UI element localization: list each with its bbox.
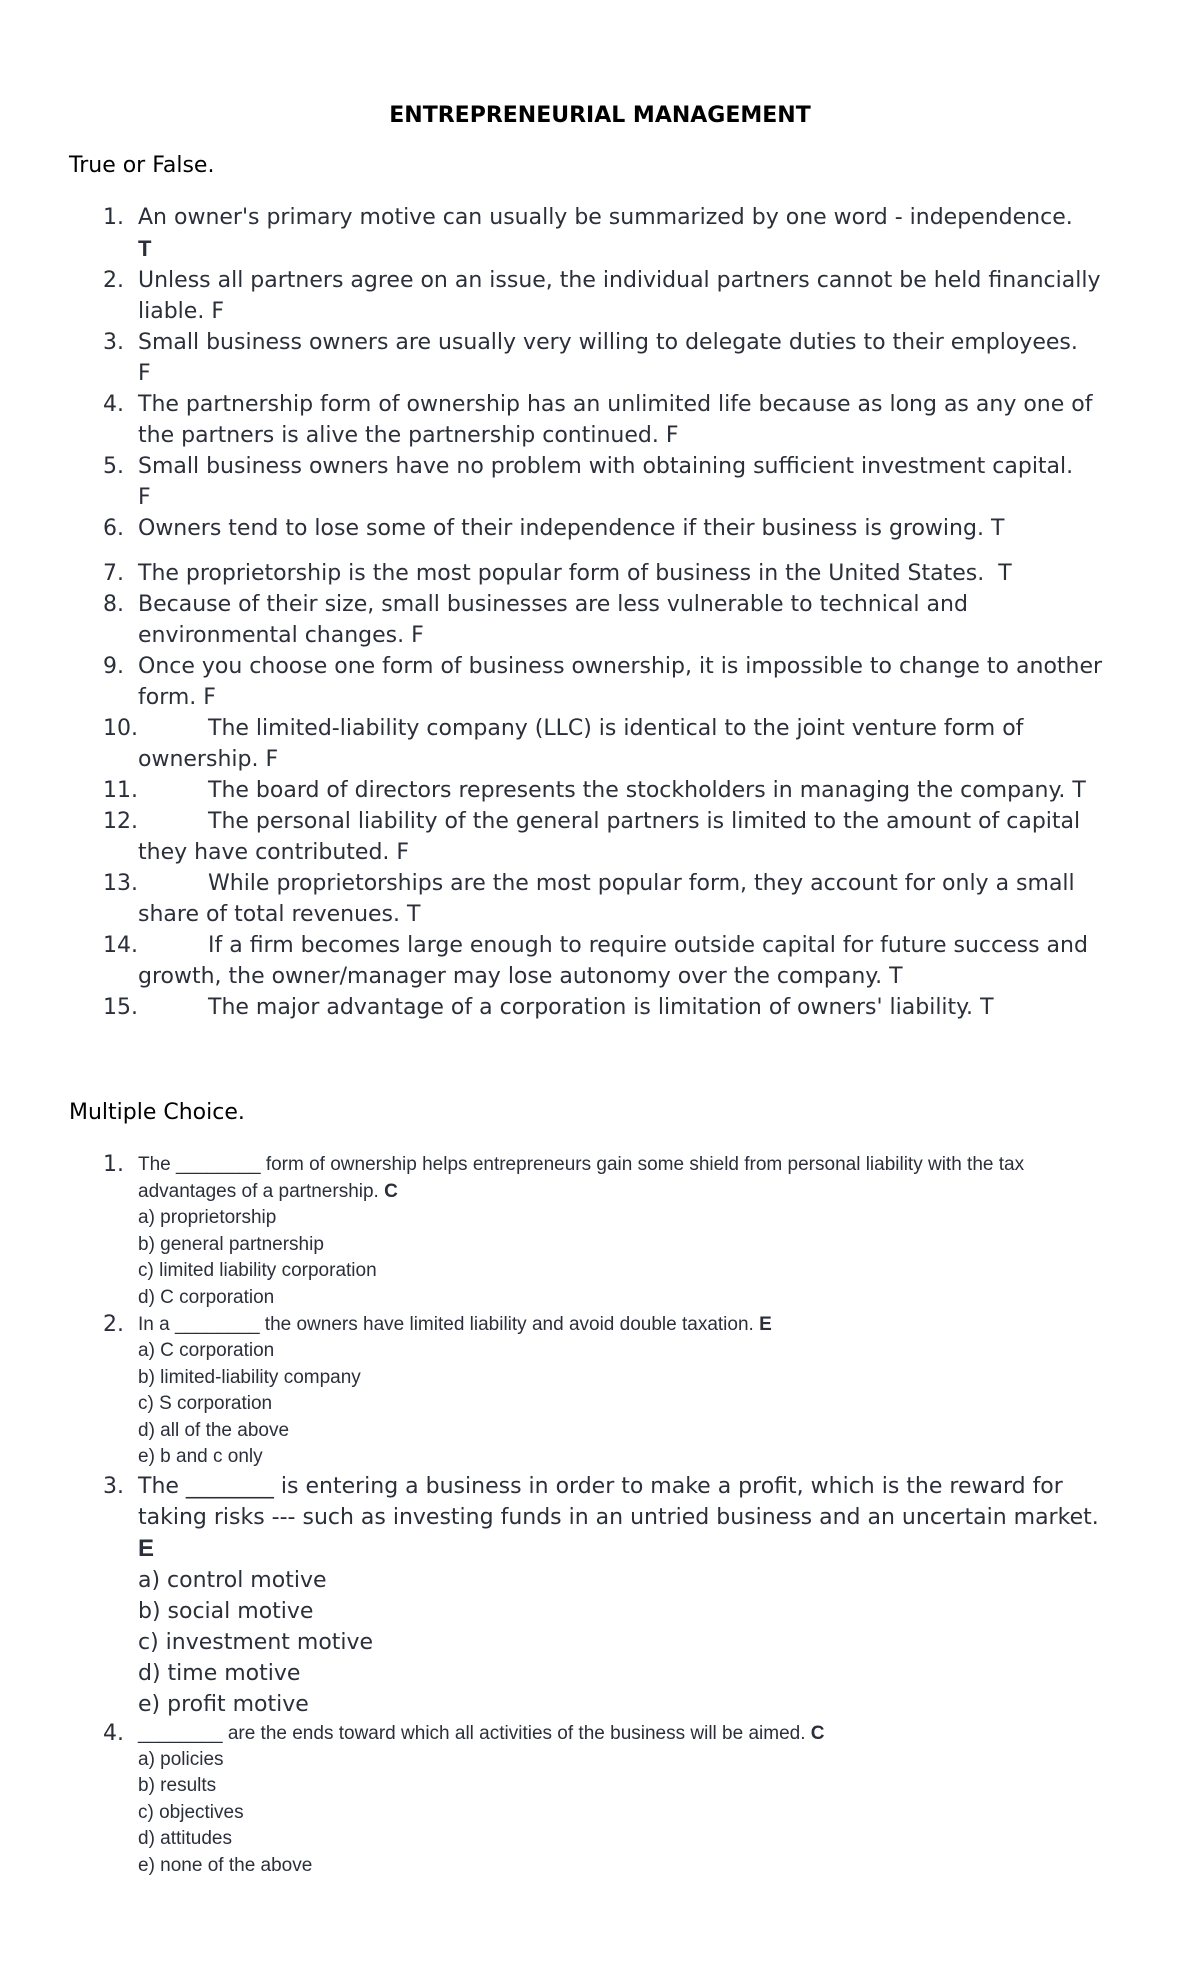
tf-item-text: While proprietorships are the most popular form, they account for only a small share of total revenues. T — [138, 871, 1075, 927]
tf-item-text: Small business owners are usually very willing to delegate duties to their employees. F — [138, 330, 1078, 386]
tf-answer: T — [138, 236, 152, 261]
tf-item-number: 14. — [103, 933, 138, 958]
mc-option: c) objectives — [138, 1801, 244, 1823]
tf-answer: T — [998, 561, 1012, 586]
tf-item-11 — [0, 775, 1200, 806]
tf-answer: T — [990, 516, 1005, 541]
mc-answer: E — [759, 1314, 772, 1335]
mc-answer: E — [138, 1534, 155, 1562]
tf-item-9 — [0, 651, 1200, 713]
tf-item-number: 13. — [103, 871, 138, 896]
multiple-choice-heading: Multiple Choice. — [69, 1100, 245, 1125]
mc-option: d) attitudes — [138, 1828, 232, 1849]
mc-item-number: 3. — [103, 1473, 124, 1499]
tf-item-14 — [0, 930, 1200, 992]
mc-item-2 — [0, 1311, 1200, 1471]
true-false-list — [0, 202, 1200, 1023]
tf-item-number: 3. — [103, 330, 124, 355]
tf-answer: T — [1072, 778, 1086, 803]
tf-answer: F — [411, 623, 424, 648]
tf-answer: T — [407, 902, 421, 927]
tf-answer: F — [211, 299, 224, 324]
mc-item-number: 2. — [103, 1312, 124, 1337]
tf-item-text: The partnership form of ownership has an unlimited life because as long as any one of the partners is alive the partnership continued. F — [138, 392, 1093, 448]
tf-answer: F — [665, 423, 679, 448]
tf-item-5 — [0, 451, 1200, 513]
mc-option: e) profit motive — [138, 1691, 309, 1717]
mc-question: ________ are the ends toward which all activities of the business will be aimed. C — [138, 1722, 825, 1744]
tf-item-text: Once you choose one form of business ownership, it is impossible to change to another form. F — [138, 654, 1103, 710]
tf-item-3 — [0, 327, 1200, 389]
tf-item-number: 9. — [103, 654, 124, 679]
mc-option: b) results — [138, 1775, 217, 1796]
tf-answer: F — [138, 485, 151, 510]
tf-item-15 — [0, 992, 1200, 1023]
tf-item-text: The limited-liability company (LLC) is identical to the joint venture form of ownership. F — [138, 716, 1024, 772]
tf-item-number: 8. — [103, 592, 124, 617]
mc-option: e) b and c only — [138, 1446, 263, 1467]
tf-item-number: 7. — [103, 561, 124, 586]
tf-item-text: An owner's primary motive can usually be summarized by one word - independence. T — [138, 205, 1073, 261]
tf-item-text: The major advantage of a corporation is limitation of owners' liability. T — [208, 995, 994, 1020]
tf-item-number: 10. — [103, 716, 138, 741]
tf-item-text: Unless all partners agree on an issue, the individual partners cannot be held financially liable. F — [138, 268, 1101, 324]
mc-option: b) social motive — [138, 1598, 314, 1624]
mc-option: b) limited-liability company — [138, 1366, 361, 1388]
tf-item-number: 4. — [103, 392, 124, 417]
tf-item-text: Small business owners have no problem with obtaining sufficient investment capital. F — [138, 454, 1074, 510]
mc-question: In a ________ the owners have limited liability and avoid double taxation. E — [138, 1314, 772, 1335]
mc-option: c) investment motive — [138, 1629, 374, 1655]
mc-question: The ________ is entering a business in order to make a profit, which is the reward for taking risks --- such as investing funds in an untried business and an uncertain market. E — [138, 1473, 1099, 1562]
tf-item-number: 5. — [103, 454, 124, 479]
mc-option: a) C corporation — [138, 1340, 275, 1361]
tf-item-7 — [0, 558, 1200, 589]
tf-answer: F — [265, 747, 279, 772]
tf-answer: F — [203, 685, 216, 710]
mc-option: c) S corporation — [138, 1393, 273, 1414]
mc-option: d) C corporation — [138, 1286, 275, 1308]
tf-item-number: 12. — [103, 809, 138, 834]
tf-item-4 — [0, 389, 1200, 451]
tf-item-number: 15. — [103, 995, 138, 1020]
tf-item-12 — [0, 806, 1200, 868]
mc-answer: C — [384, 1181, 398, 1202]
mc-answer: C — [810, 1722, 825, 1744]
mc-option: c) limited liability corporation — [138, 1260, 377, 1281]
tf-item-number: 2. — [103, 268, 124, 293]
mc-item-1 — [0, 1151, 1200, 1311]
mc-item-4 — [0, 1720, 1200, 1880]
page-title: ENTREPRENEURIAL MANAGEMENT — [389, 103, 811, 128]
tf-answer: T — [980, 995, 994, 1020]
tf-item-2 — [0, 265, 1200, 327]
mc-option: d) time motive — [138, 1660, 301, 1686]
mc-option: d) all of the above — [138, 1419, 290, 1441]
tf-answer: F — [396, 840, 410, 865]
mc-item-number: 4. — [103, 1720, 124, 1746]
tf-item-number: 11. — [103, 778, 138, 803]
tf-item-1 — [0, 202, 1200, 265]
mc-option: e) none of the above — [138, 1854, 313, 1876]
tf-item-6 — [0, 513, 1200, 544]
tf-item-text: The proprietorship is the most popular form of business in the United States. T — [138, 561, 1012, 586]
tf-item-text: Because of their size, small businesses are less vulnerable to technical and environmental changes. F — [138, 592, 968, 648]
mc-question: The ________ form of ownership helps entrepreneurs gain some shield from personal liability with the tax advantages of a partnership. C — [138, 1154, 1025, 1202]
mc-item-3 — [0, 1471, 1200, 1720]
tf-answer: T — [889, 964, 903, 989]
mc-item-number: 1. — [103, 1152, 124, 1177]
tf-item-text: The personal liability of the general partners is limited to the amount of capital they have contributed. F — [138, 809, 1081, 865]
tf-item-number: 6. — [103, 516, 124, 541]
mc-option: a) proprietorship — [138, 1207, 277, 1228]
tf-item-10 — [0, 713, 1200, 775]
true-false-heading: True or False. — [69, 153, 215, 178]
tf-item-number: 1. — [103, 205, 124, 230]
tf-item-text: Owners tend to lose some of their independence if their business is growing. T — [138, 516, 1005, 541]
mc-option: a) control motive — [138, 1567, 327, 1593]
tf-item-text: The board of directors represents the stockholders in managing the company. T — [208, 778, 1086, 803]
mc-option: b) general partnership — [138, 1233, 324, 1255]
mc-option: a) policies — [138, 1748, 224, 1770]
multiple-choice-list — [0, 1151, 1200, 1879]
tf-item-13 — [0, 868, 1200, 930]
tf-item-text: If a firm becomes large enough to require outside capital for future success and growth, the owner/manager may lose autonomy over the company. T — [138, 933, 1088, 989]
tf-answer: F — [138, 361, 151, 386]
tf-item-8 — [0, 589, 1200, 651]
